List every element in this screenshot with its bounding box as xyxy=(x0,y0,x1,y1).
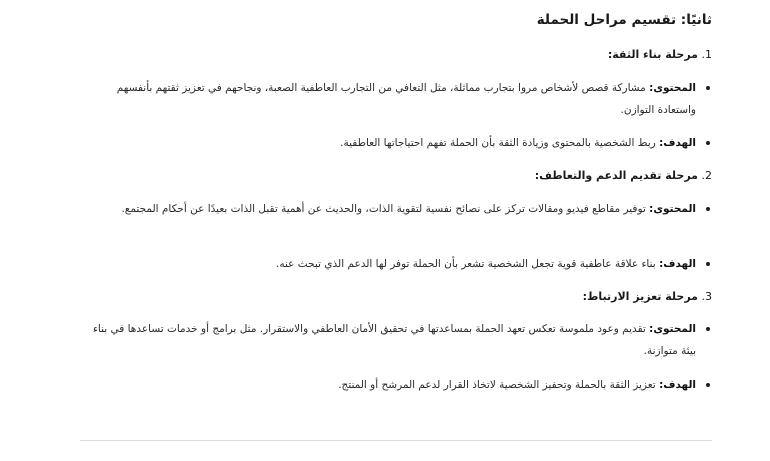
bullet-icon xyxy=(706,262,710,266)
phase-1-content-label: المحتوى: xyxy=(649,82,696,94)
phase-1-goal-item xyxy=(340,132,712,154)
phase-2-content-text: توفير مقاطع فيديو ومقالات تركز على نصائح نفسية لتقوية الذات، والحديث عن أهمية تقبل الذات بعيدًا عن أحكام المجتمع. xyxy=(121,203,646,215)
phase-2-content-item xyxy=(121,198,712,220)
phase-2-goal-text: بناء علاقة عاطفية قوية تجعل الشخصية تشعر بأن الحملة توفر لها الدعم الذي تبحث عنه. xyxy=(276,258,656,270)
phase-3-content-text: تقديم وعود ملموسة تعكس تعهد الحملة بمساعدتها في تحقيق الأمان العاطفي والاستقرار. مثل برامج أو خدمات تساعدها في بناء بيئة متوازنة. xyxy=(92,323,696,357)
phase-1-content-item xyxy=(80,77,712,121)
phase-2-content-label: المحتوى: xyxy=(649,203,696,215)
section-heading: ثانيًا: تقسيم مراحل الحملة xyxy=(536,12,712,28)
phase-2-number: 2. xyxy=(701,169,712,182)
phase-1-name: مرحلة بناء الثقة: xyxy=(607,48,698,61)
phase-2-name: مرحلة تقديم الدعم والتعاطف: xyxy=(534,169,698,182)
phase-1-number: 1. xyxy=(701,48,712,61)
phase-1-goal-text: ربط الشخصية بالمحتوى وزيادة الثقة بأن الحملة تفهم احتياجاتها العاطفية. xyxy=(340,137,656,149)
bottom-divider xyxy=(80,440,712,441)
bullet-icon xyxy=(706,383,710,387)
phase-3-title xyxy=(583,290,712,303)
phase-1-goal-label: الهدف: xyxy=(659,137,696,149)
phase-3-goal-label: الهدف: xyxy=(659,379,696,391)
bullet-icon xyxy=(706,327,710,331)
phase-3-content-item xyxy=(80,318,712,362)
phase-2-title xyxy=(535,169,712,182)
phase-3-goal-text: تعزيز الثقة بالحملة وتحفيز الشخصية لاتخاذ القرار لدعم المرشح أو المنتج. xyxy=(338,379,656,391)
bullet-icon xyxy=(706,141,710,145)
phase-2-goal-item xyxy=(276,253,712,275)
bullet-icon xyxy=(706,207,710,211)
phase-1-title xyxy=(608,48,712,61)
phase-3-number: 3. xyxy=(701,290,712,303)
phase-2-goal-label: الهدف: xyxy=(659,258,696,270)
phase-3-content-label: المحتوى: xyxy=(649,323,696,335)
phase-3-goal-item xyxy=(338,374,712,396)
phase-3-name: مرحلة تعزيز الارتباط: xyxy=(582,290,698,303)
bullet-icon xyxy=(706,86,710,90)
phase-1-content-text: مشاركة قصص لأشخاص مروا بتجارب مماثلة، مثل التعافي من التجارب العاطفية الصعبة، ونجاحهم في تعزيز ثقتهم بأنفسهم واستعادة التوازن. xyxy=(116,82,696,116)
